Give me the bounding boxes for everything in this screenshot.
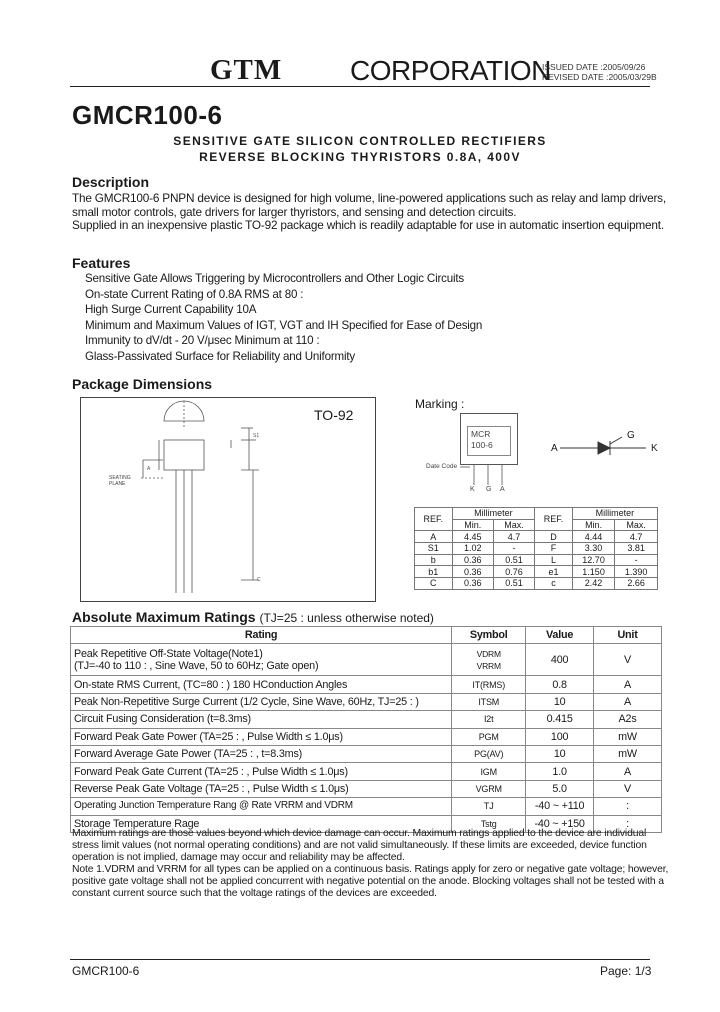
col-header-unit: Unit [594, 627, 662, 644]
marking-label: Marking : [415, 397, 465, 411]
footer-part-number: GMCR100-6 [72, 964, 140, 978]
dims-cell: S1 [415, 543, 453, 555]
header-divider [70, 86, 650, 87]
rating-cell [71, 644, 452, 676]
svg-text:S1: S1 [253, 433, 260, 439]
dims-cell: 0.36 [452, 554, 493, 566]
rating-cell: Circuit Fusing Consideration (t=8.3ms) [71, 711, 452, 728]
dims-min-header: Min. [572, 519, 615, 531]
document-dates [542, 62, 657, 82]
symbol-cell: IT(RMS) [452, 676, 526, 693]
rating-text-secondary: (TJ=-40 to 110 : , Sine Wave, 50 to 60Hz; Gate open) [74, 659, 319, 672]
dims-cell: 12.70 [572, 554, 615, 566]
rating-cell: Forward Peak Gate Current (TA=25 : , Pulse Width ≤ 1.0μs) [71, 763, 452, 780]
subtitle-line-2: REVERSE BLOCKING THYRISTORS 0.8A, 400V [199, 150, 521, 164]
table-row [415, 578, 658, 590]
table-row [71, 711, 662, 728]
table-row [415, 566, 658, 578]
date-code-label: Date Code [426, 463, 458, 470]
seating-plane-label: SEATING PLANE [109, 475, 131, 487]
value-cell: 100 [526, 728, 594, 745]
symbol-cell: Tstg [452, 815, 526, 832]
dims-cell: 4.7 [615, 531, 658, 543]
dims-cell: 1.390 [615, 566, 658, 578]
symbol-cell: PGM [452, 728, 526, 745]
unit-cell: V [594, 644, 662, 676]
dims-cell: b [415, 554, 453, 566]
part-number-title: GMCR100-6 [72, 100, 223, 130]
table-row [71, 728, 662, 745]
unit-cell: A [594, 693, 662, 710]
dims-cell: 0.51 [493, 578, 534, 590]
gate-label: G [627, 430, 635, 441]
col-header-value: Value [526, 627, 594, 644]
symbol-text: VDRM [476, 648, 501, 659]
dims-cell: 4.7 [493, 531, 534, 543]
rating-text: Peak Repetitive Off-State Voltage(Note1) [74, 647, 263, 660]
dims-cell: 2.66 [615, 578, 658, 590]
table-row [71, 763, 662, 780]
unit-cell: A2s [594, 711, 662, 728]
dims-cell: c [535, 578, 573, 590]
symbol-cell: ITSM [452, 693, 526, 710]
dims-cell: A [415, 531, 453, 543]
features-heading: Features [72, 255, 131, 271]
unit-cell: : [594, 798, 662, 815]
dims-cell: 1.02 [452, 543, 493, 555]
dims-mm-header: Millimeter [452, 508, 535, 520]
col-header-symbol: Symbol [452, 627, 526, 644]
svg-text:A: A [147, 466, 151, 472]
dims-ref-header: REF. [535, 508, 573, 531]
unit-cell: mW [594, 745, 662, 762]
table-row [71, 644, 662, 676]
marking-line-1: MCR [471, 429, 491, 439]
marking-line-2: 100-6 [471, 440, 493, 450]
dims-header-row [415, 508, 658, 520]
rating-cell: Storage Temperature Rage [71, 815, 452, 832]
symbol-cell: IGM [452, 763, 526, 780]
ratings-heading [72, 609, 434, 625]
symbol-cell: I2t [452, 711, 526, 728]
dims-cell: 4.45 [452, 531, 493, 543]
ratings-condition: (TJ=25 : unless otherwise noted) [259, 611, 434, 625]
dims-cell: b1 [415, 566, 453, 578]
features-list [85, 271, 482, 365]
company-logo: GTM [210, 54, 283, 86]
unit-cell: V [594, 780, 662, 797]
dims-cell: e1 [535, 566, 573, 578]
table-row [71, 780, 662, 797]
dims-cell: 0.36 [452, 566, 493, 578]
unit-cell: A [594, 763, 662, 780]
unit-cell: mW [594, 728, 662, 745]
dims-cell: - [493, 543, 534, 555]
value-cell: -40 ~ +110 [526, 798, 594, 815]
description-text-1: The GMCR100-6 PNPN device is designed for high volume, line-powered applications such as relay and lamp drivers, small motor controls, gate drivers for larger thyristors, and sensing and detection circuits. [72, 191, 666, 219]
dims-cell: 2.42 [572, 578, 615, 590]
value-cell: 1.0 [526, 763, 594, 780]
revised-date: REVISED DATE :2005/03/29B [542, 72, 657, 82]
symbol-text-secondary: VRRM [476, 660, 501, 671]
anode-label: A [551, 443, 558, 454]
value-cell: 0.8 [526, 676, 594, 693]
footer-page-number: Page: 1/3 [600, 964, 652, 978]
pin-label-a: A [500, 486, 505, 493]
value-cell: -40 ~ +150 [526, 815, 594, 832]
col-header-rating: Rating [71, 627, 452, 644]
feature-item: High Surge Current Capability 10A [85, 303, 257, 317]
feature-item: Minimum and Maximum Values of IGT, VGT and IH Specified for Ease of Design [85, 318, 483, 332]
rating-cell: On-state RMS Current, (TC=80 : ) 180 HConduction Angles [71, 676, 452, 693]
ratings-header-row [71, 627, 662, 644]
feature-item: On-state Current Rating of 0.8A RMS at 80 : [85, 287, 304, 301]
description-heading: Description [72, 174, 150, 190]
ratings-note: Maximum ratings are those values beyond which device damage can occur. Maximum ratings applied to the device are individual stress limit values (not normal operating conditions) and are not valid simultaneously. If these limits are exceeded, device function operation is not implied, damage may occur and reliability may be affected. [72, 828, 647, 864]
value-cell: 10 [526, 693, 594, 710]
feature-item: Glass-Passivated Surface for Reliability and Uniformity [85, 349, 355, 363]
unit-cell: A [594, 676, 662, 693]
issued-date: ISSUED DATE :2005/09/26 [542, 62, 646, 72]
rating-cell: Forward Peak Gate Power (TA=25 : , Pulse Width ≤ 1.0μs) [71, 728, 452, 745]
svg-text:C: C [257, 577, 261, 583]
rating-cell: Operating Junction Temperature Rang @ Rate VRRM and VDRM [71, 798, 452, 815]
table-row [71, 693, 662, 710]
dims-max-header: Max. [615, 519, 658, 531]
company-name: CORPORATION [350, 55, 551, 86]
value-cell: 10 [526, 745, 594, 762]
rating-cell: Reverse Peak Gate Voltage (TA=25 : , Pulse Width ≤ 1.0μs) [71, 780, 452, 797]
rating-cell: Forward Average Gate Power (TA=25 : , t=8.3ms) [71, 745, 452, 762]
dims-cell: L [535, 554, 573, 566]
description-text-2: Supplied in an inexpensive plastic TO-92 package which is readily adaptable for use in automatic insertion equipment. [72, 218, 664, 232]
table-row [71, 798, 662, 815]
dims-cell: 0.76 [493, 566, 534, 578]
dims-cell: C [415, 578, 453, 590]
subtitle-line-1: SENSITIVE GATE SILICON CONTROLLED RECTIFIERS [173, 134, 547, 148]
dims-cell: 4.44 [572, 531, 615, 543]
to92-outline-drawing [81, 398, 375, 601]
ratings-table [70, 626, 662, 833]
dims-cell: - [615, 554, 658, 566]
dims-cell: 0.36 [452, 578, 493, 590]
dims-cell: 1.150 [572, 566, 615, 578]
rating-cell: Peak Non-Repetitive Surge Current (1/2 Cycle, Sine Wave, 60Hz, TJ=25 : ) [71, 693, 452, 710]
marking-text-box [467, 426, 511, 456]
symbol-cell: VGRM [452, 780, 526, 797]
value-cell: 5.0 [526, 780, 594, 797]
footer-divider [70, 959, 650, 960]
dims-cell: 0.51 [493, 554, 534, 566]
table-row [415, 531, 658, 543]
symbol-cell [452, 644, 526, 676]
footnote-1: Note 1.VDRM and VRRM for all types can be applied on a continuous basis. Ratings apply for zero or negative gate voltage; however, positive gate voltage shall not be applied concurrent with negative potential on the anode. Blocking voltages shall not be tested with a constant current source such that the voltage ratings of the devices are exceeded. [72, 864, 669, 900]
package-drawing-frame [80, 397, 376, 602]
marking-leads-drawing [440, 455, 530, 495]
ratings-title: Absolute Maximum Ratings [72, 609, 256, 625]
symbol-cell: TJ [452, 798, 526, 815]
dims-cell: F [535, 543, 573, 555]
dims-max-header: Max. [493, 519, 534, 531]
package-type-label: TO-92 [314, 407, 354, 423]
dims-min-header: Min. [452, 519, 493, 531]
pin-label-g: G [486, 486, 492, 493]
symbol-cell: PG(AV) [452, 745, 526, 762]
scr-schematic-symbol [560, 432, 652, 468]
value-cell: 0.415 [526, 711, 594, 728]
dims-cell: 3.30 [572, 543, 615, 555]
package-heading: Package Dimensions [72, 376, 213, 392]
dims-cell: D [535, 531, 573, 543]
feature-item: Immunity to dV/dt - 20 V/μsec Minimum at 110 : [85, 334, 320, 348]
dims-mm-header: Millimeter [572, 508, 657, 520]
pin-label-k: K [470, 486, 475, 493]
value-cell: 400 [526, 644, 594, 676]
feature-item: Sensitive Gate Allows Triggering by Microcontrollers and Other Logic Circuits [85, 272, 464, 285]
dims-cell: 3.81 [615, 543, 658, 555]
table-row [415, 543, 658, 555]
table-row [415, 554, 658, 566]
unit-cell: : [594, 815, 662, 832]
table-row [71, 745, 662, 762]
cathode-label: K [651, 443, 658, 454]
table-row [71, 676, 662, 693]
dimensions-table [414, 507, 658, 590]
dims-ref-header: REF. [415, 508, 453, 531]
